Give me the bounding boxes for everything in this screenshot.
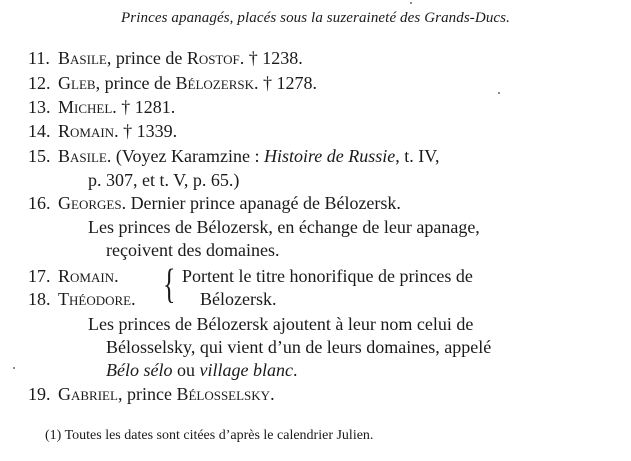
- entry-name: Basile: [58, 48, 107, 68]
- entry-name: Romain: [58, 266, 115, 286]
- entry-place: Bélosselsky: [176, 384, 271, 404]
- entry-number: 18.: [28, 289, 51, 309]
- entry-14: [28, 121, 177, 142]
- entry-text: .: [270, 384, 275, 404]
- entry-number: 12.: [28, 73, 51, 93]
- entry-text: , prince: [117, 384, 177, 404]
- section-heading: Princes apanagés, placés sous la suzeraineté des Grands-Ducs.: [121, 10, 510, 26]
- entry-date: . † 1281.: [112, 97, 176, 117]
- note-italic: Bélo sélo: [106, 360, 173, 380]
- note-line: [106, 360, 297, 381]
- entry-15-continuation: p. 307, et t. V, p. 65.): [88, 170, 240, 190]
- entry-number: 19.: [28, 384, 51, 404]
- brace-text-line: Portent le titre honorifique de princes de: [182, 266, 473, 286]
- entry-number: 15.: [28, 146, 51, 166]
- entry-13: [28, 97, 175, 118]
- entry-place: Bélozersk: [175, 73, 254, 93]
- entry-number: 13.: [28, 97, 51, 117]
- note-text: .: [292, 360, 298, 380]
- entry-number: 17.: [28, 266, 51, 286]
- entry-17: [28, 266, 119, 287]
- entry-number: 11.: [28, 48, 50, 68]
- entry-name: Georges: [58, 193, 122, 213]
- entry-date: . † 1339.: [114, 121, 178, 141]
- entry-work-title: Histoire de Russie: [263, 146, 396, 166]
- entry-date: . † 1238.: [239, 48, 303, 68]
- entry-text: . (Voyez Karamzine :: [106, 146, 264, 166]
- entry-number: 14.: [28, 121, 51, 141]
- entry-19: [28, 384, 275, 405]
- entry-text: .: [131, 289, 136, 309]
- entry-number: 16.: [28, 193, 51, 213]
- entry-date: . † 1278.: [253, 73, 317, 93]
- entry-name: Basile: [58, 146, 107, 166]
- entry-text: .: [114, 266, 119, 286]
- note-line: Bélosselsky, qui vient d’un de leurs domaines, appelé: [106, 337, 492, 357]
- speck-mark: [498, 92, 500, 94]
- entry-text: . Dernier prince apanagé de Bélozersk.: [121, 193, 401, 213]
- entry-18: [28, 289, 136, 310]
- entry-name: Michel: [58, 97, 113, 117]
- entry-11: [28, 48, 303, 69]
- entry-15: [28, 146, 439, 167]
- brace-text-line: Bélozersk.: [200, 289, 277, 309]
- note-line: Les princes de Bélozersk ajoutent à leur nom celui de: [88, 314, 474, 334]
- entry-name: Gleb: [58, 73, 96, 93]
- entry-text: , prince de: [95, 73, 176, 93]
- entry-name: Gabriel: [58, 384, 118, 404]
- entry-12: [28, 73, 317, 94]
- note-text: ou: [172, 360, 200, 380]
- speck-mark: [13, 367, 15, 369]
- entry-place: Rostof: [186, 48, 240, 68]
- note-italic: village blanc: [199, 360, 293, 380]
- entry-16-note-line: Les princes de Bélozersk, en échange de leur apanage,: [88, 217, 480, 237]
- speck-mark: [410, 2, 412, 4]
- entry-name: Théodore: [58, 289, 132, 309]
- footnote: (1) Toutes les dates sont citées d’après le calendrier Julien.: [45, 428, 374, 443]
- grouping-brace: {: [163, 260, 176, 308]
- entry-16: [28, 193, 401, 214]
- entry-text: , prince de: [106, 48, 187, 68]
- entry-name: Romain: [58, 121, 115, 141]
- entry-text: , t. IV,: [395, 146, 440, 166]
- entry-16-note-line: reçoivent des domaines.: [106, 240, 280, 260]
